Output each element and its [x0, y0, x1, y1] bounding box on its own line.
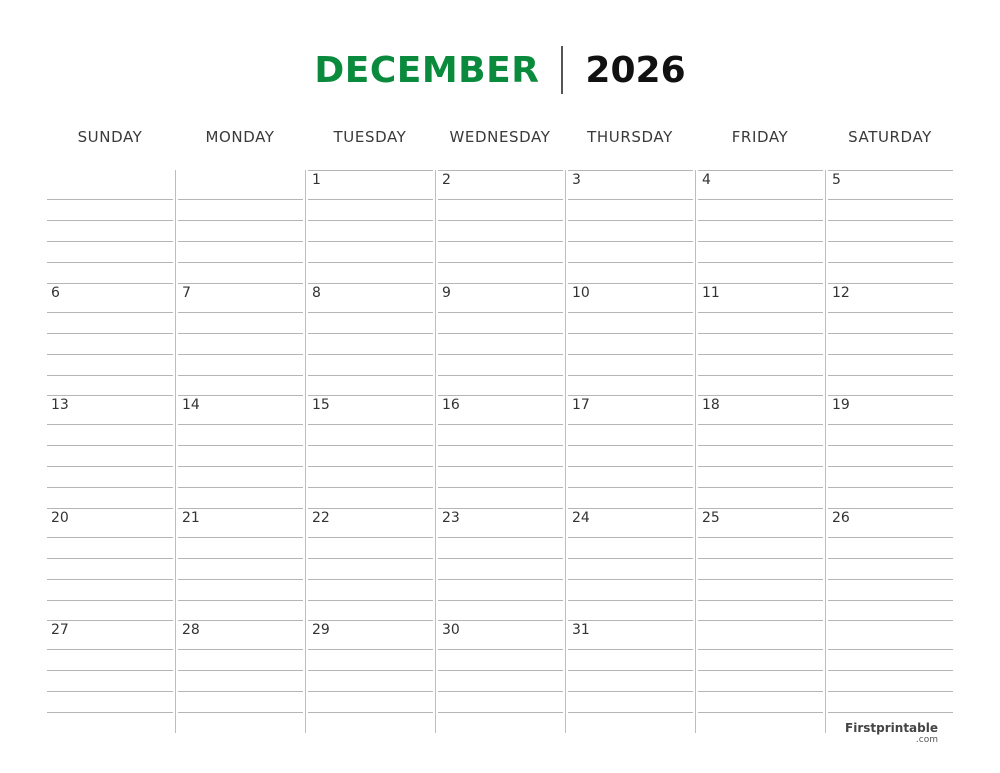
cell-top-rule [308, 395, 433, 396]
day-cell [305, 170, 435, 283]
note-line [178, 375, 303, 376]
note-line [178, 487, 303, 488]
note-line [438, 220, 563, 221]
day-number: 7 [182, 284, 191, 301]
note-line [438, 579, 563, 580]
note-line [438, 354, 563, 355]
calendar-grid [45, 170, 955, 733]
day-cell [695, 283, 825, 396]
day-number: 15 [312, 397, 330, 414]
note-line [178, 312, 303, 313]
note-line [178, 354, 303, 355]
note-line [698, 537, 823, 538]
day-number: 29 [312, 622, 330, 639]
note-line [828, 670, 953, 671]
day-cell [565, 395, 695, 508]
note-line [308, 262, 433, 263]
day-number: 12 [832, 284, 850, 301]
day-cell [175, 620, 305, 733]
day-cell [175, 170, 305, 283]
note-line [698, 262, 823, 263]
day-cell [565, 620, 695, 733]
note-line [568, 558, 693, 559]
cell-top-rule [568, 395, 693, 396]
note-line [438, 424, 563, 425]
note-line [698, 558, 823, 559]
note-line [308, 354, 433, 355]
week-row [45, 508, 955, 621]
note-line [438, 241, 563, 242]
day-cell [45, 620, 175, 733]
day-number: 8 [312, 284, 321, 301]
note-line [698, 424, 823, 425]
day-number: 26 [832, 509, 850, 526]
day-number: 2 [442, 172, 451, 188]
day-cell [695, 508, 825, 621]
note-line [308, 649, 433, 650]
note-line [308, 220, 433, 221]
cell-top-rule [47, 395, 173, 396]
cell-top-rule [178, 283, 303, 284]
note-line [568, 424, 693, 425]
day-cell [435, 620, 565, 733]
note-line [828, 220, 953, 221]
note-line [308, 333, 433, 334]
note-line [47, 241, 173, 242]
day-number: 3 [572, 172, 581, 188]
note-line [47, 312, 173, 313]
day-cell [435, 283, 565, 396]
cell-top-rule [828, 620, 953, 621]
note-line [698, 354, 823, 355]
day-cell [305, 508, 435, 621]
day-number: 28 [182, 622, 200, 639]
note-line [178, 579, 303, 580]
note-line [698, 579, 823, 580]
day-number: 19 [832, 397, 850, 414]
week-row [45, 395, 955, 508]
day-cell [565, 283, 695, 396]
weekday-friday: FRIDAY [731, 128, 789, 146]
note-line [828, 649, 953, 650]
note-line [828, 691, 953, 692]
note-line [828, 333, 953, 334]
note-line [308, 487, 433, 488]
note-line [47, 199, 173, 200]
day-cell [825, 170, 955, 283]
note-line [698, 670, 823, 671]
day-cell [45, 508, 175, 621]
note-line [568, 445, 693, 446]
note-line [438, 333, 563, 334]
note-line [828, 712, 953, 713]
note-line [698, 466, 823, 467]
note-line [698, 241, 823, 242]
cell-top-rule [698, 620, 823, 621]
note-line [828, 199, 953, 200]
note-line [828, 537, 953, 538]
note-line [438, 487, 563, 488]
note-line [178, 241, 303, 242]
cell-top-rule [178, 395, 303, 396]
note-line [47, 537, 173, 538]
note-line [828, 354, 953, 355]
weekday-sunday: SUNDAY [77, 128, 143, 146]
note-line [568, 220, 693, 221]
note-line [438, 712, 563, 713]
cell-top-rule [308, 283, 433, 284]
note-line [47, 649, 173, 650]
note-line [178, 466, 303, 467]
note-line [438, 375, 563, 376]
note-line [47, 558, 173, 559]
day-number: 13 [51, 397, 69, 414]
note-line [568, 579, 693, 580]
weekday-tuesday: TUESDAY [333, 128, 407, 146]
note-line [178, 670, 303, 671]
note-line [308, 445, 433, 446]
note-line [47, 466, 173, 467]
cell-top-rule [47, 508, 173, 509]
note-line [47, 424, 173, 425]
note-line [568, 712, 693, 713]
note-line [568, 354, 693, 355]
note-line [438, 691, 563, 692]
note-line [47, 600, 173, 601]
cell-top-rule [828, 395, 953, 396]
note-line [698, 445, 823, 446]
note-line [698, 600, 823, 601]
day-number: 23 [442, 509, 460, 526]
note-line [47, 691, 173, 692]
cell-top-rule [47, 283, 173, 284]
day-cell [175, 395, 305, 508]
day-number: 20 [51, 509, 69, 526]
day-cell [45, 283, 175, 396]
day-number: 16 [442, 397, 460, 414]
day-cell [565, 508, 695, 621]
note-line [698, 691, 823, 692]
cell-top-rule [438, 170, 563, 171]
day-number: 1 [312, 172, 321, 188]
note-line [568, 466, 693, 467]
note-line [698, 487, 823, 488]
week-row [45, 620, 955, 733]
note-line [438, 670, 563, 671]
cell-top-rule [568, 283, 693, 284]
note-line [47, 487, 173, 488]
note-line [308, 691, 433, 692]
day-cell [825, 283, 955, 396]
note-line [828, 466, 953, 467]
note-line [568, 312, 693, 313]
day-cell [825, 508, 955, 621]
day-cell [435, 170, 565, 283]
note-line [698, 649, 823, 650]
note-line [568, 333, 693, 334]
day-cell [305, 283, 435, 396]
note-line [568, 262, 693, 263]
cell-top-rule [438, 283, 563, 284]
note-line [568, 537, 693, 538]
note-line [828, 312, 953, 313]
day-cell [565, 170, 695, 283]
note-line [828, 487, 953, 488]
day-cell [435, 395, 565, 508]
note-line [178, 262, 303, 263]
note-line [308, 466, 433, 467]
week-row [45, 283, 955, 396]
day-cell [825, 395, 955, 508]
day-number: 24 [572, 509, 590, 526]
note-line [438, 445, 563, 446]
year: 2026 [585, 49, 686, 91]
note-line [47, 375, 173, 376]
note-line [178, 333, 303, 334]
note-line [698, 199, 823, 200]
weekday-thursday: THURSDAY [587, 128, 673, 146]
day-number: 9 [442, 284, 451, 301]
day-cell [175, 508, 305, 621]
cell-top-rule [178, 620, 303, 621]
note-line [698, 220, 823, 221]
cell-top-rule [308, 620, 433, 621]
day-cell [435, 508, 565, 621]
cell-top-rule [698, 395, 823, 396]
note-line [698, 333, 823, 334]
day-number: 18 [702, 397, 720, 414]
note-line [438, 558, 563, 559]
cell-top-rule [568, 620, 693, 621]
weekday-header-row [45, 128, 955, 146]
note-line [568, 670, 693, 671]
cell-top-rule [178, 508, 303, 509]
note-line [178, 649, 303, 650]
cell-top-rule [438, 395, 563, 396]
note-line [178, 537, 303, 538]
note-line [47, 333, 173, 334]
note-line [568, 691, 693, 692]
note-line [828, 241, 953, 242]
note-line [828, 579, 953, 580]
note-line [568, 375, 693, 376]
day-cell [45, 170, 175, 283]
note-line [438, 600, 563, 601]
day-number: 11 [702, 284, 720, 301]
cell-top-rule [568, 170, 693, 171]
day-number: 25 [702, 509, 720, 526]
day-cell [305, 395, 435, 508]
note-line [47, 220, 173, 221]
note-line [828, 600, 953, 601]
note-line [308, 670, 433, 671]
day-number: 10 [572, 284, 590, 301]
note-line [178, 424, 303, 425]
note-line [178, 600, 303, 601]
note-line [438, 649, 563, 650]
note-line [308, 712, 433, 713]
note-line [308, 537, 433, 538]
note-line [308, 312, 433, 313]
cell-top-rule [438, 508, 563, 509]
note-line [308, 424, 433, 425]
note-line [308, 558, 433, 559]
day-number: 17 [572, 397, 590, 414]
day-cell [175, 283, 305, 396]
day-number: 30 [442, 622, 460, 639]
day-cell [825, 620, 955, 733]
note-line [698, 712, 823, 713]
cell-top-rule [308, 508, 433, 509]
note-line [47, 712, 173, 713]
note-line [178, 220, 303, 221]
note-line [438, 466, 563, 467]
cell-top-rule [698, 508, 823, 509]
day-cell [695, 620, 825, 733]
day-cell [695, 395, 825, 508]
day-cell [45, 395, 175, 508]
note-line [178, 445, 303, 446]
brand-name: Firstprintable [845, 721, 938, 735]
note-line [568, 600, 693, 601]
note-line [47, 354, 173, 355]
weekday-saturday: SATURDAY [848, 128, 932, 146]
note-line [47, 262, 173, 263]
note-line [47, 670, 173, 671]
note-line [47, 579, 173, 580]
note-line [178, 199, 303, 200]
day-number: 31 [572, 622, 590, 639]
note-line [308, 241, 433, 242]
brand-logo [845, 722, 938, 745]
note-line [438, 262, 563, 263]
day-cell [695, 170, 825, 283]
note-line [308, 579, 433, 580]
note-line [308, 199, 433, 200]
note-line [828, 262, 953, 263]
note-line [828, 445, 953, 446]
note-line [308, 375, 433, 376]
cell-top-rule [828, 170, 953, 171]
day-number: 22 [312, 509, 330, 526]
day-number: 5 [832, 172, 841, 188]
cell-top-rule [438, 620, 563, 621]
note-line [178, 712, 303, 713]
calendar-title [0, 44, 1000, 96]
cell-top-rule [308, 170, 433, 171]
cell-top-rule [828, 508, 953, 509]
note-line [308, 600, 433, 601]
day-number: 21 [182, 509, 200, 526]
note-line [828, 558, 953, 559]
weekday-wednesday: WEDNESDAY [449, 128, 551, 146]
month-name: DECEMBER [314, 49, 540, 91]
cell-top-rule [828, 283, 953, 284]
note-line [568, 241, 693, 242]
day-number: 6 [51, 284, 60, 301]
day-number: 14 [182, 397, 200, 414]
cell-top-rule [568, 508, 693, 509]
note-line [568, 199, 693, 200]
note-line [438, 199, 563, 200]
note-line [47, 445, 173, 446]
cell-top-rule [698, 283, 823, 284]
note-line [698, 312, 823, 313]
week-row [45, 170, 955, 283]
note-line [568, 649, 693, 650]
brand-tld: .com [915, 735, 938, 745]
weekday-monday: MONDAY [205, 128, 275, 146]
note-line [698, 375, 823, 376]
cell-top-rule [698, 170, 823, 171]
cell-top-rule [47, 620, 173, 621]
day-cell [305, 620, 435, 733]
note-line [178, 558, 303, 559]
note-line [438, 312, 563, 313]
note-line [568, 487, 693, 488]
note-line [438, 537, 563, 538]
day-number: 4 [702, 172, 711, 188]
note-line [178, 691, 303, 692]
note-line [828, 375, 953, 376]
day-number: 27 [51, 622, 69, 639]
note-line [828, 424, 953, 425]
